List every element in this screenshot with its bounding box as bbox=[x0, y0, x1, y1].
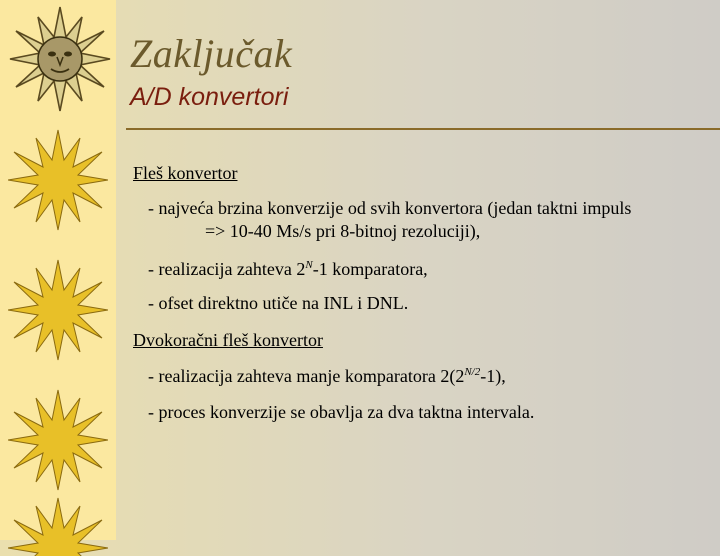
bullet-item bbox=[148, 258, 428, 281]
bullet-item: - proces konverzije se obavlja za dva taktna intervala. bbox=[148, 402, 535, 422]
bullet-text: - najveća brzina konverzije od svih konvertora (jedan taktni impuls bbox=[148, 198, 632, 218]
title-divider bbox=[126, 128, 720, 130]
slide-subtitle: A/D konvertori bbox=[130, 83, 289, 111]
section-heading-flash: Fleš konvertor bbox=[133, 163, 238, 183]
sun-icon bbox=[8, 258, 108, 362]
section-heading-two-step: Dvokoračni fleš konvertor bbox=[133, 330, 323, 350]
bullet-text: - realizacija zahteva 2 bbox=[148, 259, 306, 279]
bullet-text: - realizacija zahteva manje komparatora 2(2 bbox=[148, 366, 465, 386]
bullet-text: -1), bbox=[480, 366, 506, 386]
bullet-text: -1 komparatora, bbox=[312, 259, 428, 279]
exponent: N/2 bbox=[464, 366, 481, 378]
bullet-item bbox=[148, 365, 506, 388]
sun-icon bbox=[8, 128, 108, 232]
bullet-item: - ofset direktno utiče na INL i DNL. bbox=[148, 293, 409, 313]
bullet-item bbox=[148, 197, 631, 243]
sun-sidebar bbox=[0, 0, 116, 540]
exponent: N bbox=[305, 259, 313, 271]
sun-icon bbox=[8, 496, 108, 556]
bullet-text-continuation: => 10-40 Ms/s pri 8-bitnoj rezoluciji), bbox=[205, 221, 481, 241]
sun-face-icon bbox=[6, 4, 114, 114]
slide-title: Zaključak bbox=[130, 31, 293, 76]
sun-icon bbox=[8, 388, 108, 492]
